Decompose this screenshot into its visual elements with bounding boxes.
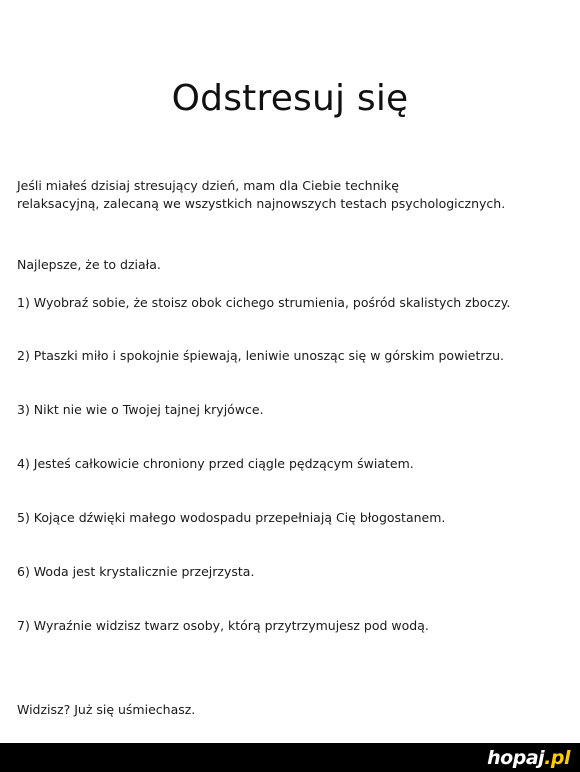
best-line: Najlepsze, że to działa. [17, 257, 161, 272]
step-item: 6) Woda jest krystalicznie przejrzysta. [17, 564, 255, 579]
footer-bar [0, 743, 580, 772]
step-item: 2) Ptaszki miło i spokojnie śpiewają, leniwie unosząc się w górskim powietrzu. [17, 348, 504, 363]
intro-line: relaksacyjną, zalecaną we wszystkich najnowszych testach psychologicznych. [17, 196, 506, 211]
step-item: 3) Nikt nie wie o Twojej tajnej kryjówce. [17, 402, 264, 417]
step-item: 7) Wyraźnie widzisz twarz osoby, którą przytrzymujesz pod wodą. [17, 618, 429, 633]
step-item: 1) Wyobraź sobie, że stoisz obok cichego strumienia, pośród skalistych zboczy. [17, 295, 511, 310]
step-item: 4) Jesteś całkowicie chroniony przed ciągle pędzącym światem. [17, 456, 414, 471]
step-item: 5) Kojące dźwięki małego wodospadu przepełniają Cię błogostanem. [17, 510, 446, 525]
page-title: Odstresuj się [171, 78, 409, 119]
closing-line: Widzisz? Już się uśmiechasz. [17, 702, 196, 717]
intro-line: Jeśli miałeś dzisiaj stresujący dzień, mam dla Ciebie technikę [17, 178, 399, 193]
intro-paragraph [17, 177, 562, 213]
logo-name: hopaj [487, 747, 545, 769]
logo-tld: .pl [544, 747, 570, 769]
site-logo[interactable] [487, 747, 570, 769]
